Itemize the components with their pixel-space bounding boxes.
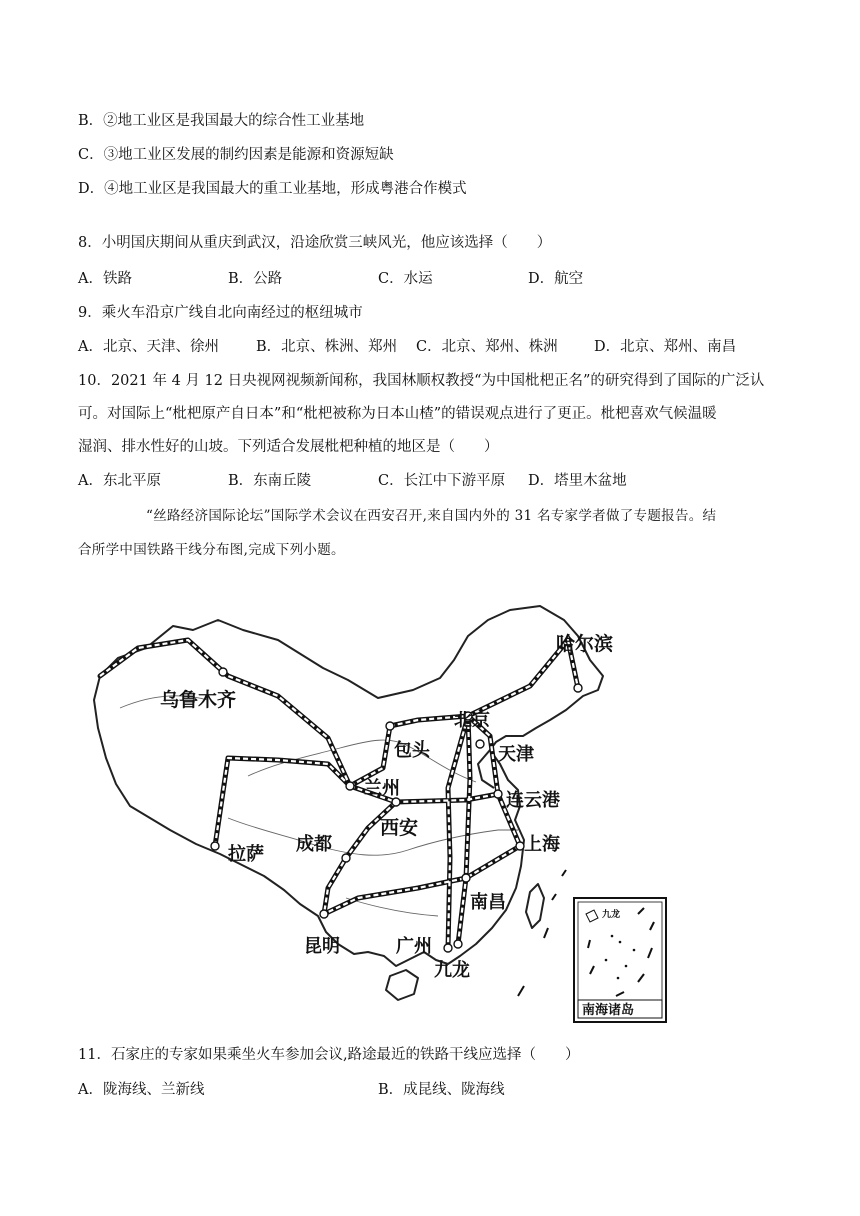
city-chengdu: 成都	[296, 834, 332, 855]
q8-option-d: D．航空	[528, 271, 584, 287]
city-beijing: 北京	[454, 710, 490, 731]
q9-option-b: B．北京、株洲、郑州	[256, 339, 398, 355]
q11-stem: 11．石家庄的专家如果乘坐火车参加会议,路途最近的铁路干线应选择（ ）	[78, 1047, 580, 1063]
q8-stem: 8．小明国庆期间从重庆到武汉，沿途欣赏三峡风光，他应该选择（ ）	[78, 235, 552, 251]
city-kunming: 昆明	[304, 936, 340, 957]
inset-jiulong-label: 九龙	[602, 910, 621, 920]
hainan-island	[386, 970, 418, 1000]
south-china-sea-inset	[574, 898, 666, 1022]
q10-option-c: C．长江中下游平原	[378, 473, 506, 489]
q10-option-d: D．塔里木盆地	[528, 473, 627, 489]
city-xian: 西安	[380, 817, 419, 839]
intro-line-2: 合所学中国铁路干线分布图,完成下列小题。	[78, 542, 345, 558]
q8-option-a: A．铁路	[78, 271, 132, 287]
city-lianyungang: 连云港	[506, 790, 560, 811]
city-lanzhou: 兰州	[364, 778, 400, 799]
q7-option-d: D．④地工业区是我国最大的重工业基地，形成粤港合作模式	[78, 181, 467, 197]
q10-line-2: 可。对国际上“枇杷原产自日本”和“枇杷被称为日本山楂”的错误观点进行了更正。枇杷喜欢气候温暖	[78, 406, 717, 422]
southern-river	[346, 898, 438, 916]
q9-option-d: D．北京、郑州、南昌	[594, 339, 737, 355]
q10-line-1: 10．2021 年 4 月 12 日央视网视频新闻称，我国林顺权教授“为中国枇杷正名”的研究得到了国际的广泛认	[78, 373, 765, 389]
q8-option-b: B．公路	[228, 271, 283, 287]
city-harbin: 哈尔滨	[556, 633, 614, 655]
q8-option-c: C．水运	[378, 271, 433, 287]
city-lhasa: 拉萨	[228, 844, 264, 865]
city-jiulong: 九龙	[434, 960, 470, 981]
city-baotou: 包头	[394, 740, 430, 761]
intro-line-1: “丝路经济国际论坛”国际学术会议在西安召开,来自国内外的 31 名专家学者做了专题报告。结	[146, 508, 717, 524]
q9-option-c: C．北京、郑州、株洲	[416, 339, 558, 355]
q7-option-c: C．③地工业区发展的制约因素是能源和资源短缺	[78, 147, 394, 163]
q9-stem: 9．乘火车沿京广线自北向南经过的枢纽城市	[78, 305, 363, 321]
q9-option-a: A．北京、天津、徐州	[78, 339, 219, 355]
q7-option-b: B．②地工业区是我国最大的综合性工业基地	[78, 113, 365, 129]
city-urumqi: 乌鲁木齐	[160, 689, 237, 711]
q11-option-a: A．陇海线、兰新线	[78, 1082, 205, 1098]
taiwan-island	[526, 884, 544, 928]
city-shanghai: 上海	[524, 834, 560, 855]
q10-option-a: A．东北平原	[78, 473, 161, 489]
q10-line-3: 湿润、排水性好的山坡。下列适合发展枇杷种植的地区是（ ）	[78, 439, 499, 455]
inset-label: 南海诸岛	[582, 1003, 635, 1018]
city-nanchang: 南昌	[470, 892, 506, 913]
q10-option-b: B．东南丘陵	[228, 473, 312, 489]
city-tianjin: 天津	[498, 744, 534, 765]
coastal-island-dashes	[518, 870, 566, 996]
q11-option-b: B．成昆线、陇海线	[378, 1082, 505, 1098]
china-railway-map	[78, 568, 678, 1030]
city-guangzhou: 广州	[396, 936, 432, 957]
